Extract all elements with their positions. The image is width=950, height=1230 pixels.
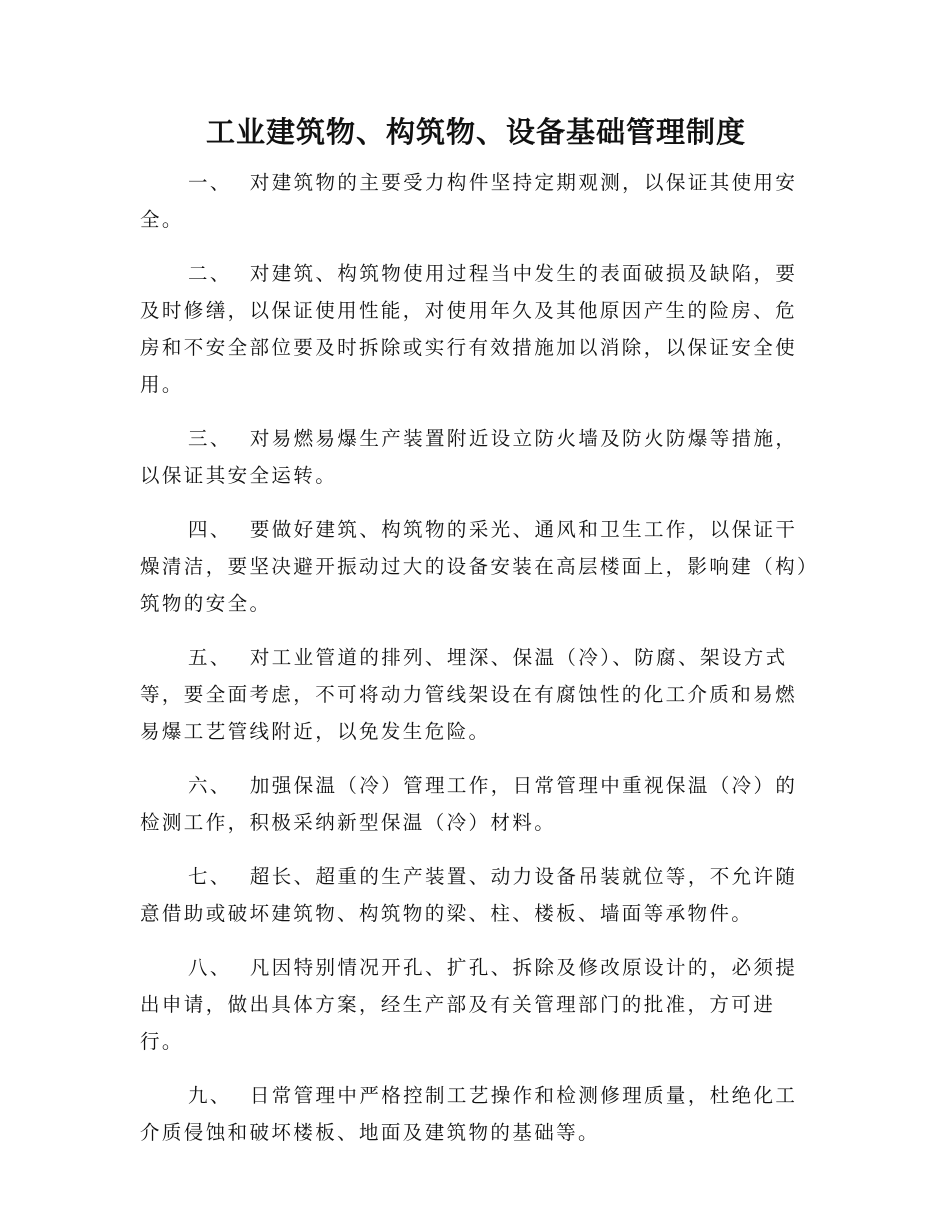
paragraph-9 bbox=[140, 1077, 812, 1151]
paragraph-number: 五、 bbox=[188, 646, 232, 669]
paragraph-number: 四、 bbox=[188, 518, 232, 541]
paragraph-1 bbox=[140, 164, 812, 238]
paragraph-8 bbox=[140, 949, 812, 1060]
paragraph-text: 对建筑物的主要受力构件坚持定期观测，以保证其使用安全。 bbox=[140, 171, 798, 231]
document-body bbox=[140, 164, 812, 1168]
paragraph-text: 超长、超重的生产装置、动力设备吊装就位等，不允许随意借助或破坏建筑物、构筑物的梁、柱、楼板、墙面等承物件。 bbox=[140, 865, 798, 925]
paragraph-text: 对工业管道的排列、埋深、保温（冷）、防腐、架设方式等，要全面考虑，不可将动力管线架设在有腐蚀性的化工介质和易燃易爆工艺管线附近，以免发生危险。 bbox=[140, 646, 798, 743]
paragraph-3 bbox=[140, 420, 812, 494]
paragraph-5 bbox=[140, 639, 812, 750]
paragraph-6 bbox=[140, 767, 812, 841]
paragraph-text: 对易燃易爆生产装置附近设立防火墙及防火防爆等措施，以保证其安全运转。 bbox=[140, 427, 798, 487]
paragraph-text: 凡因特别情况开孔、扩孔、拆除及修改原设计的，必须提出申请，做出具体方案，经生产部及有关管理部门的批准，方可进行。 bbox=[140, 956, 798, 1053]
paragraph-4 bbox=[140, 511, 812, 622]
paragraph-text: 要做好建筑、构筑物的采光、通风和卫生工作，以保证干燥清洁，要坚决避开振动过大的设备安装在高层楼面上，影响建（构）筑物的安全。 bbox=[140, 518, 810, 615]
paragraph-number: 六、 bbox=[188, 774, 232, 797]
paragraph-text: 日常管理中严格控制工艺操作和检测修理质量，杜绝化工介质侵蚀和破坏楼板、地面及建筑物的基础等。 bbox=[140, 1084, 798, 1144]
paragraph-number: 一、 bbox=[188, 171, 232, 194]
paragraph-number: 九、 bbox=[188, 1084, 232, 1107]
paragraph-7 bbox=[140, 858, 812, 932]
paragraph-number: 三、 bbox=[188, 427, 232, 450]
paragraph-number: 八、 bbox=[188, 956, 232, 979]
paragraph-2 bbox=[140, 255, 812, 403]
paragraph-number: 二、 bbox=[188, 262, 232, 285]
paragraph-text: 对建筑、构筑物使用过程当中发生的表面破损及缺陷，要及时修缮，以保证使用性能，对使用年久及其他原因产生的险房、危房和不安全部位要及时拆除或实行有效措施加以消除，以保证安全使用。 bbox=[140, 262, 798, 396]
paragraph-text: 加强保温（冷）管理工作，日常管理中重视保温（冷）的检测工作，积极采纳新型保温（冷）材料。 bbox=[140, 774, 798, 834]
paragraph-number: 七、 bbox=[188, 865, 232, 888]
document-title: 工业建筑物、构筑物、设备基础管理制度 bbox=[205, 115, 746, 149]
